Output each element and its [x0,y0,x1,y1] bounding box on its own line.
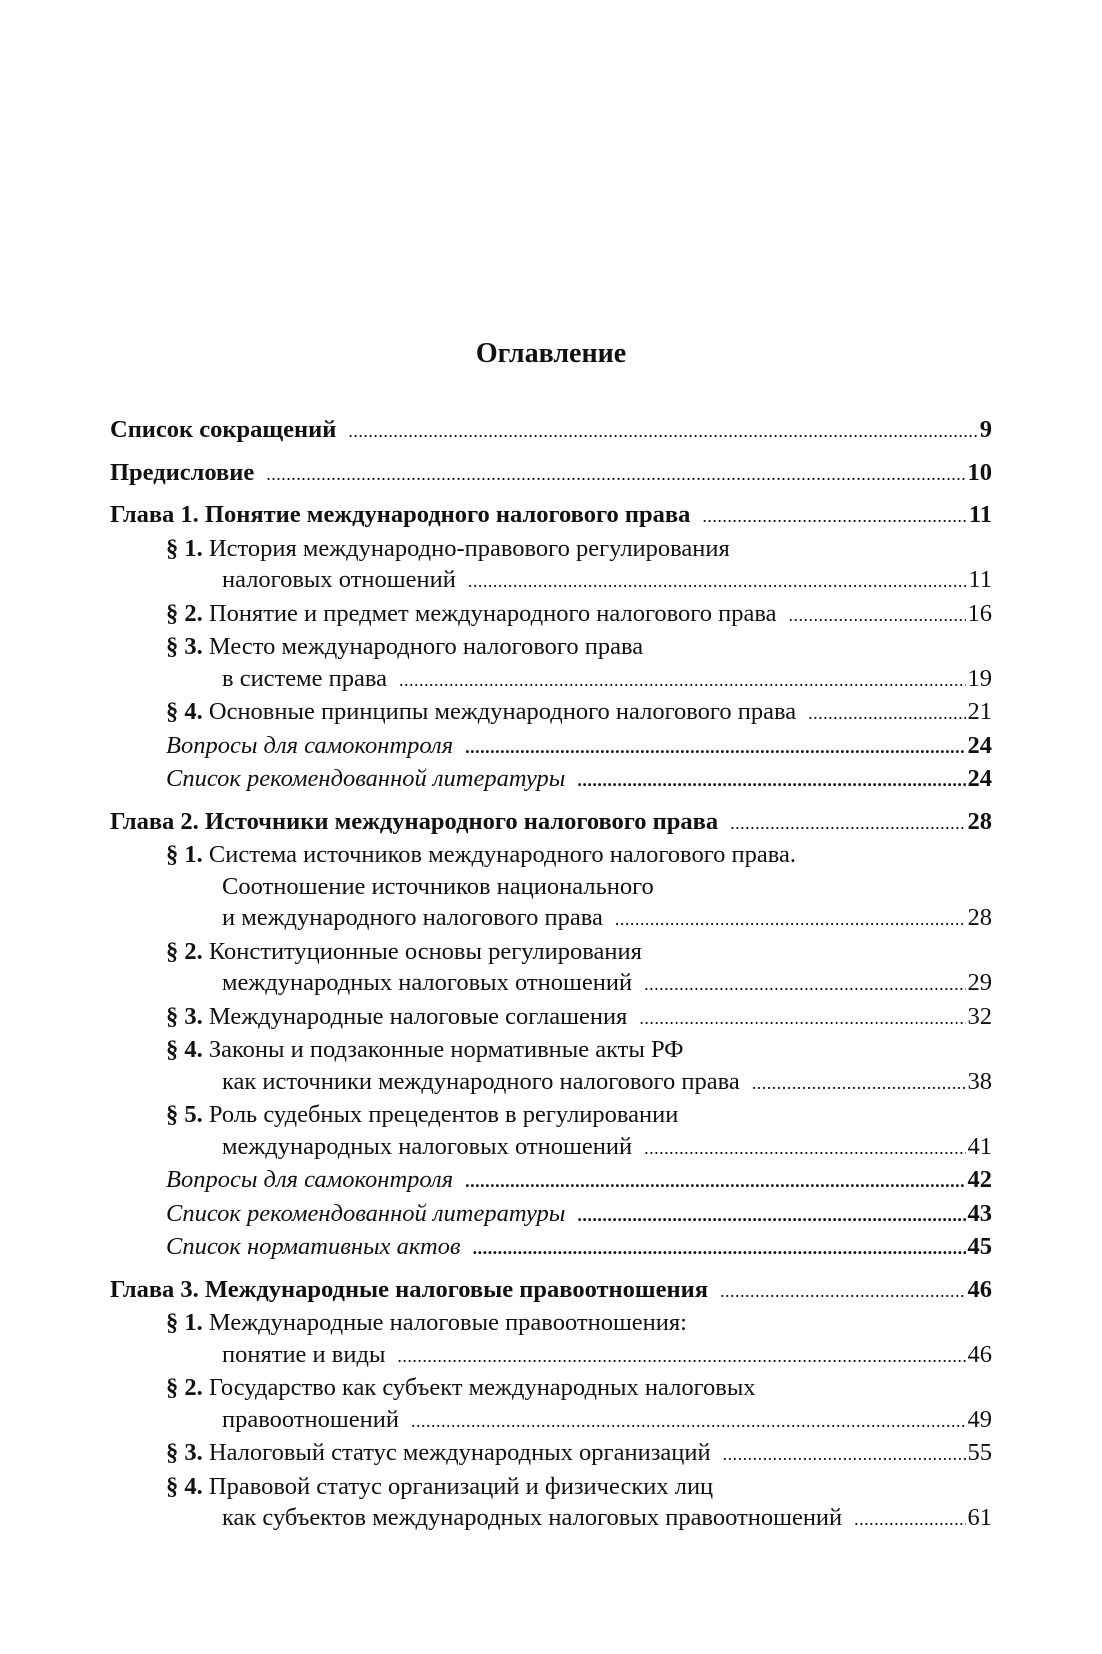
toc-page-number: 21 [967,698,992,725]
section-number: § 2. [166,1374,203,1401]
toc-page-number: 61 [967,1504,992,1531]
section-number: § 2. [166,599,203,627]
toc-entry-line [166,1437,992,1471]
toc-entry-line [166,902,992,936]
toc-section-entry [110,1307,992,1372]
toc-page-number: 10 [967,458,992,486]
toc-page-number: 45 [967,1233,992,1260]
section-number: § 3. [166,633,203,660]
toc-entry-title: Предисловие [110,458,255,486]
toc-entry-title: Вопросы для самоконтроля [166,731,454,759]
dot-leader [399,663,966,697]
dot-leader [465,1164,965,1198]
toc-entry-title: Правовой статус организаций и физических лиц [208,1472,714,1500]
toc-supplement-entry [110,1198,992,1232]
toc-page-number: 11 [968,566,992,593]
toc-entry-line [166,1372,992,1404]
dot-leader [465,730,965,764]
toc-section-entry [110,839,992,936]
toc-supplement-entry [110,1231,992,1265]
toc-entry-line [166,1307,992,1339]
toc-entry-line [166,696,992,730]
toc-entry-title: Глава 1. Понятие международного налогового права [110,501,691,528]
toc-section-entry [110,1034,992,1099]
toc-entry-line [166,763,992,797]
dot-leader [752,1066,966,1100]
dot-leader [266,457,965,491]
toc-entry-line [166,1099,992,1131]
dot-leader [854,1502,965,1536]
toc-section-entry [110,533,992,598]
section-number: § 3. [166,1439,203,1466]
dot-leader [411,1404,966,1438]
toc-entry-title: как источники международного налогового права [222,1067,740,1095]
toc-entry-title: Соотношение источников национального [222,872,654,900]
toc-entry-line [166,631,992,663]
toc-page-number: 24 [967,765,992,792]
dot-leader [702,499,967,533]
toc-entry-line [166,1339,992,1373]
toc-entry-title: правоотношений [222,1405,399,1433]
section-number: § 2. [166,937,203,965]
toc-entry-line [166,1502,992,1536]
toc-section-entry [110,598,992,632]
toc-entry-title: Система источников международного налогового права. [208,841,797,868]
toc-section-entry [110,1471,992,1536]
toc-entry-title: Список сокращений [110,416,337,443]
toc-entry-title: Международные налоговые соглашения [208,1002,628,1030]
toc-page-number: 46 [967,1275,992,1303]
dot-leader [577,763,965,797]
toc-page-number: 24 [967,731,992,759]
toc-entry-title: налоговых отношений [222,566,456,593]
toc-entry-title: Государство как субъект международных налоговых [208,1374,756,1401]
toc-section-entry [110,1099,992,1164]
dot-leader [644,967,965,1001]
toc-supplement-entry [110,1164,992,1198]
toc-entry-line [110,499,992,533]
toc-entry-title: Основные принципы международного налогового права [208,698,797,725]
toc-entry-title: Международные налоговые правоотношения: [208,1309,687,1336]
section-number: § 3. [166,1002,203,1030]
toc-chapter-entry [110,1274,992,1308]
dot-leader [730,806,965,840]
toc-page-number: 29 [967,969,992,996]
toc-entry-line [166,1066,992,1100]
toc-section-entry [110,1001,992,1035]
toc-entry-line [166,1164,992,1198]
toc-entry-title: международных налоговых отношений [222,969,633,996]
toc-page-number: 9 [979,416,992,443]
toc-entry-line [110,806,992,840]
toc-section-entry [110,1437,992,1471]
toc-entry-line [166,871,992,903]
toc-entry-line [166,936,992,968]
toc-entry-title: Список рекомендованной литературы [166,765,566,792]
toc-entry-title: в системе права [222,664,387,692]
toc-entry-line [166,1198,992,1232]
dot-leader [639,1001,965,1035]
toc-chapter-entry [110,414,992,448]
toc-entry-line [166,1001,992,1035]
toc-entry-title: Список нормативных актов [166,1233,461,1260]
page-title: Оглавление [475,338,627,369]
section-number: § 5. [166,1101,203,1128]
dot-leader [723,1437,966,1471]
toc-entry-line [166,564,992,598]
section-number: § 4. [166,1472,203,1500]
section-number: § 4. [166,698,203,725]
dot-leader [808,696,965,730]
dot-leader [473,1231,966,1265]
toc-entry-line [166,1471,992,1503]
toc-chapter-entry [110,806,992,840]
dot-leader [788,598,965,632]
toc-entry-title: международных налоговых отношений [222,1132,633,1160]
toc-page-number: 55 [967,1439,992,1466]
toc-entry-line [166,663,992,697]
toc-page-number: 32 [967,1002,992,1030]
section-number: § 1. [166,1309,203,1336]
toc-page-number: 19 [967,664,992,692]
toc-entry-line [166,1404,992,1438]
toc-entry-line [110,1274,992,1308]
dot-leader [615,902,966,936]
toc-supplement-entry [110,763,992,797]
toc-entry-title: Роль судебных прецедентов в регулировании [208,1101,679,1128]
toc-entry-line [110,414,992,448]
toc-entry-title: как субъектов международных налоговых правоотношений [222,1504,843,1531]
toc-page-number: 43 [967,1199,992,1227]
toc-entry-line [166,533,992,565]
toc-section-entry [110,936,992,1001]
toc-supplement-entry [110,730,992,764]
toc-section-entry [110,696,992,730]
toc-entry-title: и международного налогового права [222,904,603,931]
toc-page-number: 46 [967,1340,992,1368]
toc-entry-line [166,1231,992,1265]
toc-entry-line [166,967,992,1001]
toc-page-number: 28 [967,904,992,931]
toc-entry-line [166,1034,992,1066]
toc-entry-title: История международно-правового регулирования [208,534,730,562]
section-number: § 1. [166,841,203,868]
toc-page-number: 11 [968,501,992,528]
toc-page-number: 49 [967,1405,992,1433]
dot-leader [348,414,977,448]
toc-entry-title: понятие и виды [222,1340,386,1368]
toc-entry-line [166,730,992,764]
section-number: § 4. [166,1036,203,1063]
dot-leader [644,1131,965,1165]
toc-page-number: 38 [967,1067,992,1095]
toc-entry-title: Глава 2. Источники международного налогового права [110,807,719,835]
toc-chapter-entry [110,457,992,491]
toc-entry-title: Понятие и предмет международного налогового права [208,599,777,627]
table-of-contents [110,414,992,1536]
toc-section-entry [110,631,992,696]
dot-leader [468,564,967,598]
toc-entry-title: Вопросы для самоконтроля [166,1166,454,1193]
toc-entry-line [166,598,992,632]
toc-page-number: 28 [967,807,992,835]
section-number: § 1. [166,534,203,562]
toc-entry-title: Законы и подзаконные нормативные акты РФ [208,1036,684,1063]
toc-entry-title: Глава 3. Международные налоговые правоотношения [110,1275,708,1303]
toc-page-number: 41 [967,1132,992,1160]
toc-entry-title: Конституционные основы регулирования [208,937,642,965]
toc-section-entry [110,1372,992,1437]
dot-leader [397,1339,965,1373]
dot-leader [720,1274,966,1308]
toc-entry-title: Место международного налогового права [208,633,644,660]
toc-entry-line [110,457,992,491]
toc-page-number: 42 [967,1166,992,1193]
dot-leader [577,1198,965,1232]
toc-entry-title: Налоговый статус международных организаций [208,1439,711,1466]
toc-chapter-entry [110,499,992,533]
toc-entry-line [166,839,992,871]
toc-entry-title: Список рекомендованной литературы [166,1199,566,1227]
toc-page-number: 16 [967,599,992,627]
toc-entry-line [166,1131,992,1165]
